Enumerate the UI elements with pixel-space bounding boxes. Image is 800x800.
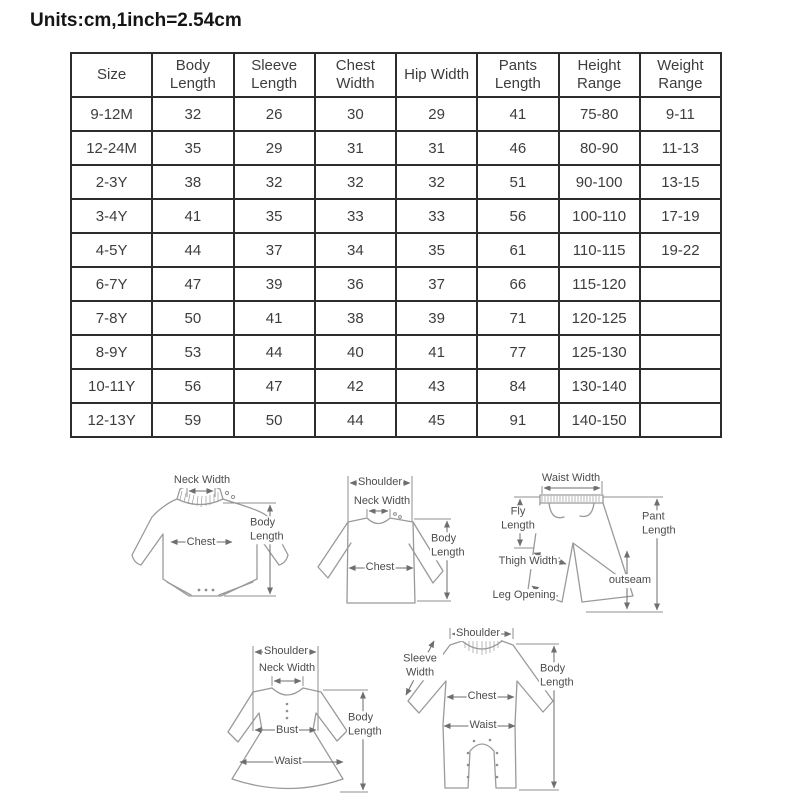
table-cell: 110-115 bbox=[559, 233, 640, 267]
table-cell: 32 bbox=[396, 165, 477, 199]
table-row bbox=[71, 165, 721, 199]
table-row bbox=[71, 131, 721, 165]
table-cell: 125-130 bbox=[559, 335, 640, 369]
table-row bbox=[71, 267, 721, 301]
table-cell: 59 bbox=[152, 403, 233, 437]
romper-diagram bbox=[398, 625, 583, 797]
shirt-outline bbox=[318, 513, 443, 603]
table-row bbox=[71, 403, 721, 437]
table-cell: 47 bbox=[152, 267, 233, 301]
col-header-weight-range: Weight Range bbox=[640, 53, 721, 97]
table-cell: 3-4Y bbox=[71, 199, 152, 233]
table-cell: 32 bbox=[152, 97, 233, 131]
table-cell: 31 bbox=[396, 131, 477, 165]
table-cell: 56 bbox=[477, 199, 558, 233]
table-cell: 26 bbox=[234, 97, 315, 131]
table-cell: 66 bbox=[477, 267, 558, 301]
table-cell: 44 bbox=[315, 403, 396, 437]
table-cell: 77 bbox=[477, 335, 558, 369]
bodysuit-body-length-label: Body Length bbox=[249, 516, 295, 544]
table-cell: 44 bbox=[234, 335, 315, 369]
table-cell: 45 bbox=[396, 403, 477, 437]
table-cell: 120-125 bbox=[559, 301, 640, 335]
table-cell: 41 bbox=[477, 97, 558, 131]
table-cell: 6-7Y bbox=[71, 267, 152, 301]
table-cell: 34 bbox=[315, 233, 396, 267]
table-row bbox=[71, 301, 721, 335]
table-cell: 42 bbox=[315, 369, 396, 403]
table-cell: 51 bbox=[477, 165, 558, 199]
shirt-neck-width-label: Neck Width bbox=[353, 495, 411, 508]
bodysuit-chest-label: Chest bbox=[186, 536, 216, 549]
col-header-size: Size bbox=[71, 53, 152, 97]
bodysuit-neck-width-label: Neck Width bbox=[173, 474, 231, 487]
table-cell: 41 bbox=[234, 301, 315, 335]
table-cell: 10-11Y bbox=[71, 369, 152, 403]
waistband-rib bbox=[542, 496, 599, 502]
romper-waist-label: Waist bbox=[469, 719, 497, 732]
table-cell bbox=[640, 335, 721, 369]
units-note: Units:cm,1inch=2.54cm bbox=[30, 10, 242, 31]
romper-sleeve-width-label: Sleeve Width bbox=[397, 652, 443, 680]
romper-body-length-label: Body Length bbox=[539, 662, 585, 690]
table-cell: 50 bbox=[152, 301, 233, 335]
table-cell: 35 bbox=[234, 199, 315, 233]
table-cell: 47 bbox=[234, 369, 315, 403]
table-cell: 32 bbox=[315, 165, 396, 199]
dress-shoulder-label: Shoulder bbox=[263, 645, 309, 658]
table-cell: 8-9Y bbox=[71, 335, 152, 369]
table-cell: 39 bbox=[234, 267, 315, 301]
table-cell: 80-90 bbox=[559, 131, 640, 165]
table-cell: 84 bbox=[477, 369, 558, 403]
table-cell: 31 bbox=[315, 131, 396, 165]
table-cell: 61 bbox=[477, 233, 558, 267]
col-header-height-range: Height Range bbox=[559, 53, 640, 97]
table-row bbox=[71, 369, 721, 403]
table-cell: 13-15 bbox=[640, 165, 721, 199]
table-row bbox=[71, 97, 721, 131]
col-header-pants-length: Pants Length bbox=[477, 53, 558, 97]
table-cell: 43 bbox=[396, 369, 477, 403]
table-cell: 32 bbox=[234, 165, 315, 199]
table-cell: 40 bbox=[315, 335, 396, 369]
pants-thigh-width-label: Thigh Width bbox=[498, 555, 558, 568]
table-cell: 35 bbox=[396, 233, 477, 267]
table-cell: 19-22 bbox=[640, 233, 721, 267]
table-cell: 44 bbox=[152, 233, 233, 267]
table-cell: 37 bbox=[234, 233, 315, 267]
table-cell: 7-8Y bbox=[71, 301, 152, 335]
table-cell: 115-120 bbox=[559, 267, 640, 301]
table-cell bbox=[640, 301, 721, 335]
table-cell: 56 bbox=[152, 369, 233, 403]
table-row bbox=[71, 335, 721, 369]
romper-chest-label: Chest bbox=[467, 690, 497, 703]
table-cell: 75-80 bbox=[559, 97, 640, 131]
col-header-body-length: Body Length bbox=[152, 53, 233, 97]
size-chart-table bbox=[70, 52, 722, 438]
table-cell: 37 bbox=[396, 267, 477, 301]
table-cell: 130-140 bbox=[559, 369, 640, 403]
col-header-hip-width: Hip Width bbox=[396, 53, 477, 97]
table-row bbox=[71, 199, 721, 233]
table-cell: 38 bbox=[315, 301, 396, 335]
col-header-chest-width: Chest Width bbox=[315, 53, 396, 97]
pants-leg-opening-label: Leg Opening bbox=[492, 589, 556, 602]
dress-neck-width-label: Neck Width bbox=[258, 662, 316, 675]
table-cell: 2-3Y bbox=[71, 165, 152, 199]
table-cell: 71 bbox=[477, 301, 558, 335]
table-cell: 9-11 bbox=[640, 97, 721, 131]
shirt-shoulder-label: Shoulder bbox=[357, 476, 403, 489]
table-cell: 41 bbox=[152, 199, 233, 233]
table-cell: 29 bbox=[396, 97, 477, 131]
dress-waist-label: Waist bbox=[274, 755, 302, 768]
table-cell: 53 bbox=[152, 335, 233, 369]
table-cell: 9-12M bbox=[71, 97, 152, 131]
table-cell: 140-150 bbox=[559, 403, 640, 437]
table-cell bbox=[640, 403, 721, 437]
pants-waist-width-label: Waist Width bbox=[541, 472, 601, 485]
table-cell: 17-19 bbox=[640, 199, 721, 233]
table-cell: 12-13Y bbox=[71, 403, 152, 437]
pants-pant-length-label: Pant Length bbox=[641, 510, 687, 538]
romper-shoulder-label: Shoulder bbox=[455, 627, 501, 640]
dress-bust-label: Bust bbox=[275, 724, 299, 737]
table-cell: 38 bbox=[152, 165, 233, 199]
table-cell: 50 bbox=[234, 403, 315, 437]
shirt-body-length-label: Body Length bbox=[430, 532, 476, 560]
table-cell: 33 bbox=[315, 199, 396, 233]
table-cell: 33 bbox=[396, 199, 477, 233]
table-cell: 12-24M bbox=[71, 131, 152, 165]
pants-fly-length-label: Fly Length bbox=[495, 505, 541, 533]
table-cell: 36 bbox=[315, 267, 396, 301]
col-header-sleeve-length: Sleeve Length bbox=[234, 53, 315, 97]
dress-outline bbox=[228, 688, 347, 789]
pants-outseam-label: outseam bbox=[608, 574, 652, 587]
table-cell bbox=[640, 369, 721, 403]
table-cell: 39 bbox=[396, 301, 477, 335]
table-cell bbox=[640, 267, 721, 301]
shirt-chest-label: Chest bbox=[365, 561, 395, 574]
table-cell: 35 bbox=[152, 131, 233, 165]
table-cell: 100-110 bbox=[559, 199, 640, 233]
table-cell: 11-13 bbox=[640, 131, 721, 165]
table-cell: 91 bbox=[477, 403, 558, 437]
table-cell: 46 bbox=[477, 131, 558, 165]
table-row bbox=[71, 233, 721, 267]
dress-body-length-label: Body Length bbox=[347, 711, 393, 739]
header-row bbox=[71, 53, 721, 97]
table-cell: 41 bbox=[396, 335, 477, 369]
table-cell: 30 bbox=[315, 97, 396, 131]
table-cell: 29 bbox=[234, 131, 315, 165]
table-cell: 4-5Y bbox=[71, 233, 152, 267]
table-cell: 90-100 bbox=[559, 165, 640, 199]
